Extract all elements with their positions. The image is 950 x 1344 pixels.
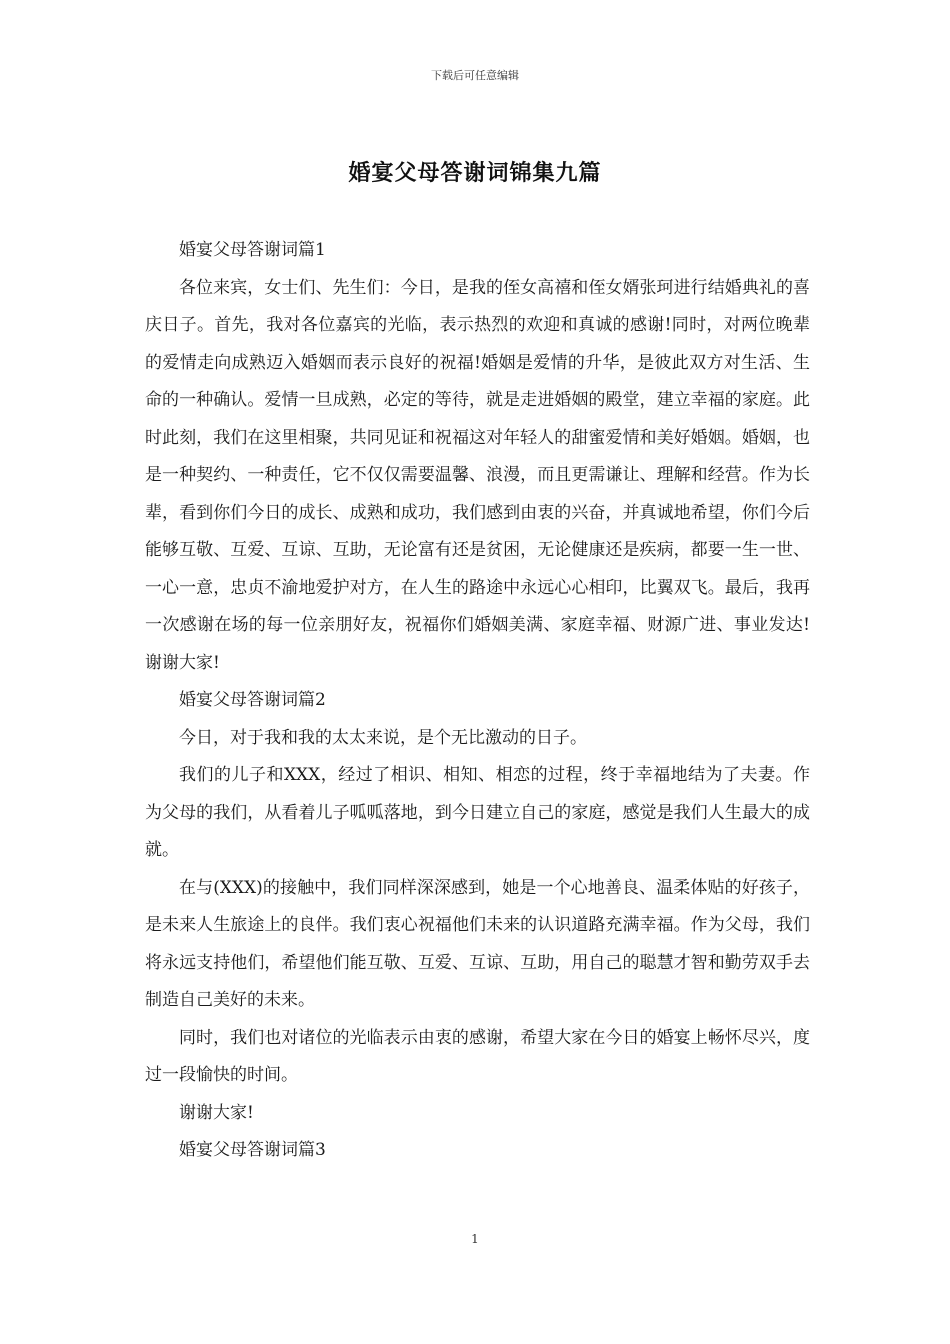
document-title: 婚宴父母答谢词锦集九篇: [348, 160, 602, 186]
body-paragraph: 谢谢大家!: [179, 1102, 254, 1123]
page-number: 1: [471, 1232, 479, 1246]
body-paragraph: 各位来宾，女士们、先生们：今日，是我的侄女高禧和侄女婿张珂进行结婚典礼的喜庆日子。首先，我对各位嘉宾的光临，表示热烈的欢迎和真诚的感谢!同时，对两位晚辈的爱情走向成熟迈入婚姻而表示良好的祝福!婚姻是爱情的升华，是彼此双方对生活、生命的一种确认。爱情一旦成熟，必定的等待，就是走进婚姻的殿堂，建立幸福的家庭。此时此刻，我们在这里相聚，共同见证和祝福这对年轻人的甜蜜爱情和美好婚姻。婚姻，也是一种契约、一种责任，它不仅仅需要温馨、浪漫，而且更需谦让、理解和经营。作为长辈，看到你们今日的成长、成熟和成功，我们感到由衷的兴奋，并真诚地希望，你们今后能够互敬、互爱、互谅、互助，无论富有还是贫困，无论健康还是疾病，都要一生一世、一心一意，忠贞不渝地爱护对方，在人生的路途中永远心心相印，比翼双飞。最后，我再一次感谢在场的每一位亲朋好友，祝福你们婚姻美满、家庭幸福、财源广进、事业发达!谢谢大家!: [145, 277, 810, 673]
body-paragraph: 在与(XXX)的接触中，我们同样深深感到，她是一个心地善良、温柔体贴的好孩子，是未来人生旅途上的良伴。我们衷心祝福他们未来的认识道路充满幸福。作为父母，我们将永远支持他们，希望他们能互敬、互爱、互谅、互助，用自己的聪慧才智和勤劳双手去制造自己美好的未来。: [145, 877, 810, 1010]
body-paragraph: 今日，对于我和我的太太来说，是个无比激动的日子。: [179, 727, 587, 748]
document-body: [145, 232, 810, 1170]
section-heading-1: 婚宴父母答谢词篇1: [179, 240, 326, 260]
section-heading-3: 婚宴父母答谢词篇3: [179, 1140, 326, 1160]
body-paragraph: 我们的儿子和XXX，经过了相识、相知、相恋的过程，终于幸福地结为了夫妻。作为父母的我们，从看着儿子呱呱落地，到今日建立自己的家庭，感觉是我们人生最大的成就。: [145, 765, 810, 860]
body-paragraph: 同时，我们也对诸位的光临表示由衷的感谢，希望大家在今日的婚宴上畅怀尽兴，度过一段愉快的时间。: [145, 1027, 810, 1085]
header-note: 下载后可任意编辑: [431, 69, 519, 82]
section-heading-2: 婚宴父母答谢词篇2: [179, 690, 326, 710]
